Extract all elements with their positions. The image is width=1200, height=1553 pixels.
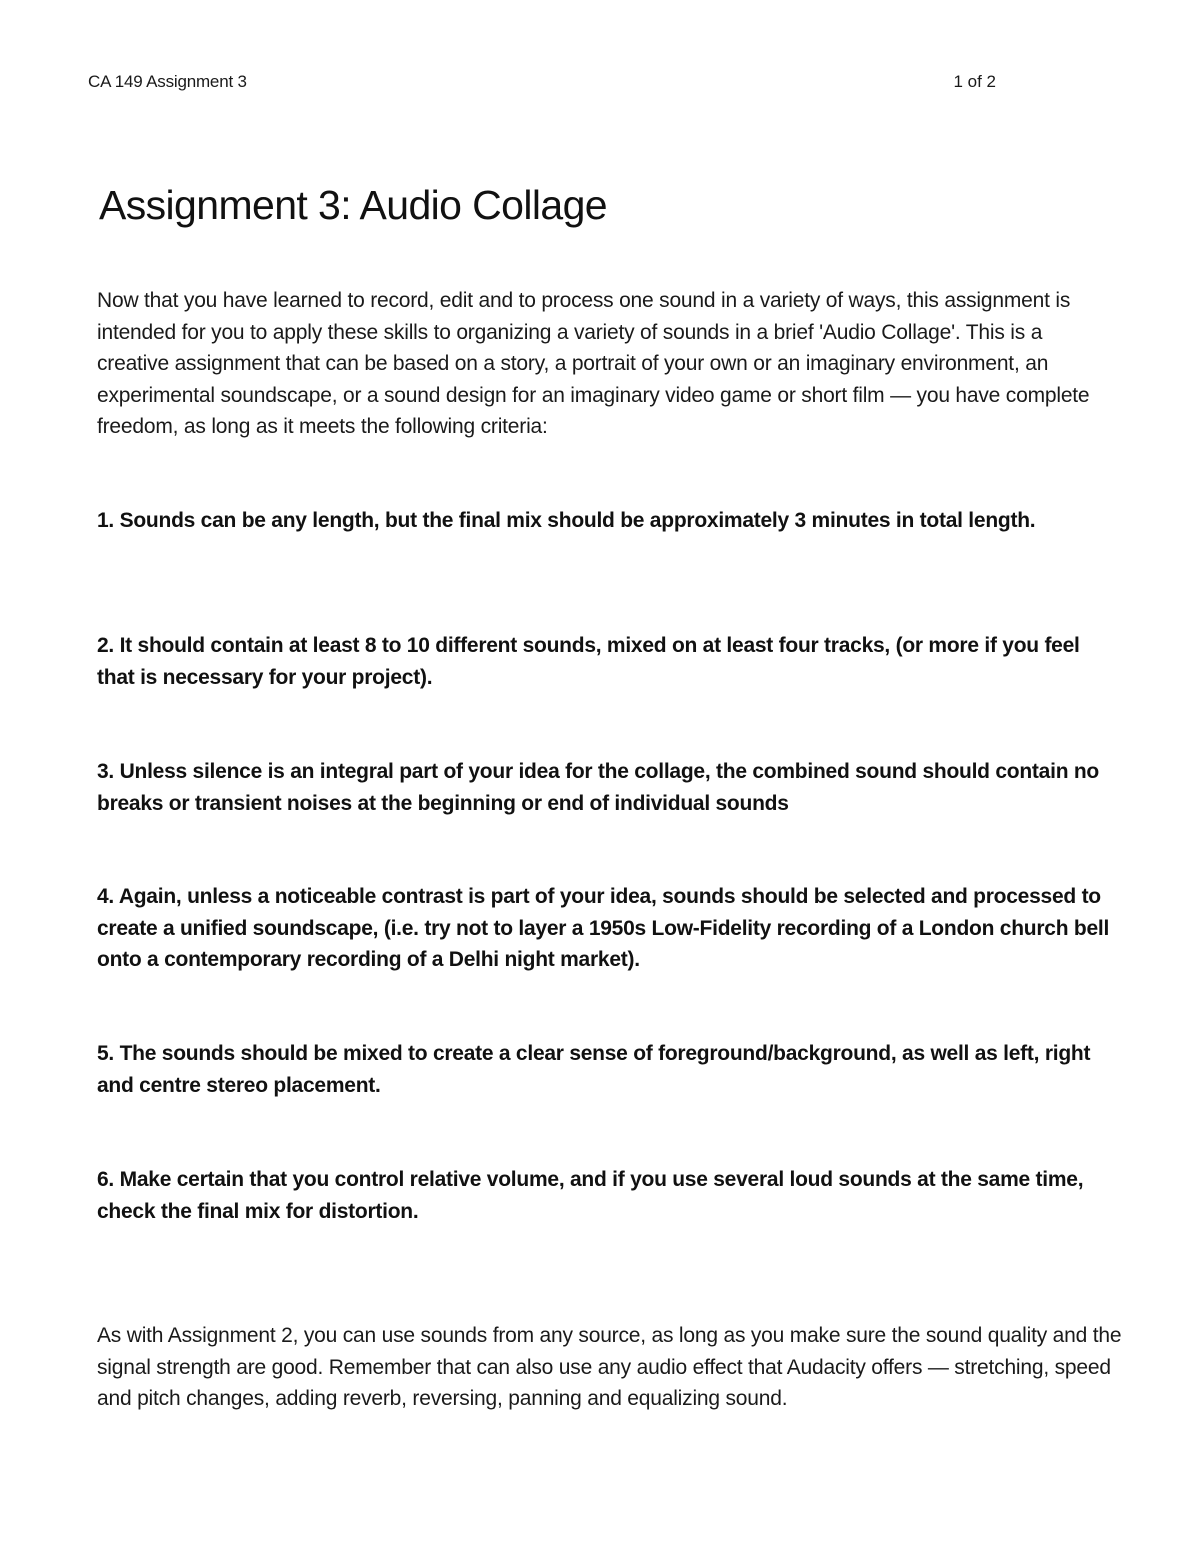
criterion-6: 6. Make certain that you control relative volume, and if you use several loud sounds at the same time, check the final mix for distortion. (97, 1168, 1084, 1223)
criterion-5: 5. The sounds should be mixed to create a clear sense of foreground/background, as well as left, right and centre stereo placement. (97, 1042, 1091, 1097)
criterion-1: 1. Sounds can be any length, but the final mix should be approximately 3 minutes in total length. (97, 509, 1036, 532)
page-indicator: 1 of 2 (953, 72, 996, 91)
course-label: CA 149 Assignment 3 (88, 72, 247, 91)
intro-paragraph: Now that you have learned to record, edit and to process one sound in a variety of ways, this assignment is intended for you to apply these skills to organizing a variety of sounds in a brief 'Audio Collage'. This is a creative assignment that can be based on a story, a portrait of your own or an imaginary environment, an experimental soundscape, or a sound design for an imaginary video game or short film — you have complete freedom, as long as it meets the following criteria: (97, 289, 1090, 439)
page-header (88, 72, 996, 98)
criterion-2: 2. It should contain at least 8 to 10 different sounds, mixed on at least four tracks, (or more if you feel that is necessary for your project). (97, 634, 1080, 689)
criterion-3: 3. Unless silence is an integral part of your idea for the collage, the combined sound should contain no breaks or transient noises at the beginning or end of individual sounds (97, 760, 1100, 815)
document-title: Assignment 3: Audio Collage (99, 182, 608, 228)
closing-paragraph: As with Assignment 2, you can use sounds from any source, as long as you make sure the sound quality and the signal strength are good. Remember that can also use any audio effect that Audacity offers — stretching, speed and pitch changes, adding reverb, reversing, panning and equalizing sound. (97, 1324, 1122, 1411)
criterion-4: 4. Again, unless a noticeable contrast is part of your idea, sounds should be selected and processed to create a unified soundscape, (i.e. try not to layer a 1950s Low-Fidelity recording of a London church bell onto a contemporary recording of a Delhi night market). (97, 885, 1110, 971)
